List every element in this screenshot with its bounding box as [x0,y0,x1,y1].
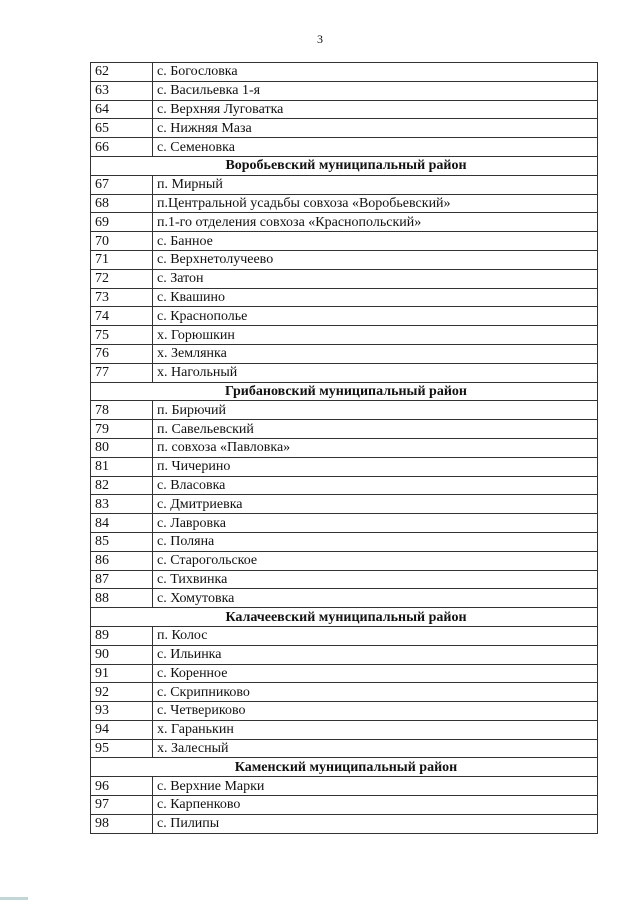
row-number: 96 [91,777,153,796]
table-row [91,363,598,382]
row-number: 87 [91,570,153,589]
table-row [91,344,598,363]
settlement-name: с. Пилипы [153,814,598,833]
row-number: 90 [91,645,153,664]
row-number: 92 [91,683,153,702]
table-row [91,401,598,420]
settlement-name: с. Дмитриевка [153,495,598,514]
table-row [91,551,598,570]
table-row [91,702,598,721]
table-row [91,683,598,702]
table-row [91,138,598,157]
table-row [91,570,598,589]
settlement-name: с. Старогольское [153,551,598,570]
table-row [91,476,598,495]
district-name: Воробьевский муниципальный район [91,156,598,175]
table-row [91,288,598,307]
settlement-name: с. Карпенково [153,796,598,815]
settlement-name: с. Васильевка 1-я [153,81,598,100]
row-number: 66 [91,138,153,157]
row-number: 94 [91,720,153,739]
settlement-name: с. Богословка [153,63,598,82]
table-row [91,457,598,476]
row-number: 95 [91,739,153,758]
settlement-name: с. Квашино [153,288,598,307]
table-row [91,589,598,608]
row-number: 81 [91,457,153,476]
row-number: 76 [91,344,153,363]
row-number: 89 [91,626,153,645]
settlement-name: п. Чичерино [153,457,598,476]
settlement-name: с. Ильинка [153,645,598,664]
district-header-row [91,156,598,175]
row-number: 72 [91,269,153,288]
settlement-name: с. Поляна [153,532,598,551]
settlement-name: с. Хомутовка [153,589,598,608]
table-row [91,100,598,119]
row-number: 75 [91,326,153,345]
table-row [91,532,598,551]
settlement-name: х. Землянка [153,344,598,363]
row-number: 73 [91,288,153,307]
settlement-name: п. Савельевский [153,420,598,439]
settlement-name: с. Затон [153,269,598,288]
row-number: 93 [91,702,153,721]
settlement-name: с. Нижняя Маза [153,119,598,138]
row-number: 97 [91,796,153,815]
district-name: Калачеевский муниципальный район [91,608,598,627]
settlement-name: х. Горюшкин [153,326,598,345]
settlement-name: с. Четвериково [153,702,598,721]
settlement-name: п.1-го отделения совхоза «Краснопольский» [153,213,598,232]
settlement-name: п. совхоза «Павловка» [153,438,598,457]
row-number: 84 [91,514,153,533]
settlement-name: п. Бирючий [153,401,598,420]
row-number: 78 [91,401,153,420]
settlement-name: с. Власовка [153,476,598,495]
settlement-name: х. Залесный [153,739,598,758]
table-row [91,796,598,815]
table-row [91,739,598,758]
row-number: 82 [91,476,153,495]
table-row [91,81,598,100]
table-row [91,326,598,345]
settlement-name: с. Лавровка [153,514,598,533]
table-row [91,213,598,232]
settlement-name: п.Центральной усадьбы совхоза «Воробьевский» [153,194,598,213]
row-number: 80 [91,438,153,457]
settlement-name: п. Мирный [153,175,598,194]
settlement-name: с. Банное [153,232,598,251]
table-row [91,495,598,514]
settlement-name: х. Нагольный [153,363,598,382]
row-number: 77 [91,363,153,382]
row-number: 70 [91,232,153,251]
settlement-name: с. Скрипниково [153,683,598,702]
table-row [91,814,598,833]
table-row [91,194,598,213]
row-number: 91 [91,664,153,683]
row-number: 86 [91,551,153,570]
settlement-name: п. Колос [153,626,598,645]
table-row [91,720,598,739]
table-row [91,269,598,288]
district-header-row [91,608,598,627]
settlements-table [90,62,598,834]
settlements-table-body [91,63,598,834]
table-row [91,645,598,664]
settlement-name: с. Верхняя Луговатка [153,100,598,119]
row-number: 67 [91,175,153,194]
table-row [91,232,598,251]
table-row [91,514,598,533]
settlement-name: с. Верхнетолучеево [153,250,598,269]
table-row [91,420,598,439]
row-number: 68 [91,194,153,213]
settlement-name: с. Краснополье [153,307,598,326]
table-row [91,626,598,645]
table-row [91,63,598,82]
table-row [91,438,598,457]
row-number: 69 [91,213,153,232]
table-row [91,307,598,326]
district-header-row [91,382,598,401]
row-number: 79 [91,420,153,439]
settlement-name: с. Верхние Марки [153,777,598,796]
district-name: Грибановский муниципальный район [91,382,598,401]
row-number: 83 [91,495,153,514]
table-row [91,119,598,138]
settlement-name: с. Тихвинка [153,570,598,589]
row-number: 64 [91,100,153,119]
row-number: 65 [91,119,153,138]
table-row [91,175,598,194]
table-row [91,664,598,683]
page-number: 3 [317,32,323,46]
table-row [91,777,598,796]
row-number: 88 [91,589,153,608]
settlement-name: х. Гаранькин [153,720,598,739]
row-number: 98 [91,814,153,833]
row-number: 85 [91,532,153,551]
settlement-name: с. Коренное [153,664,598,683]
table-row [91,250,598,269]
settlement-name: с. Семеновка [153,138,598,157]
row-number: 62 [91,63,153,82]
district-name: Каменский муниципальный район [91,758,598,777]
row-number: 63 [91,81,153,100]
row-number: 74 [91,307,153,326]
row-number: 71 [91,250,153,269]
district-header-row [91,758,598,777]
